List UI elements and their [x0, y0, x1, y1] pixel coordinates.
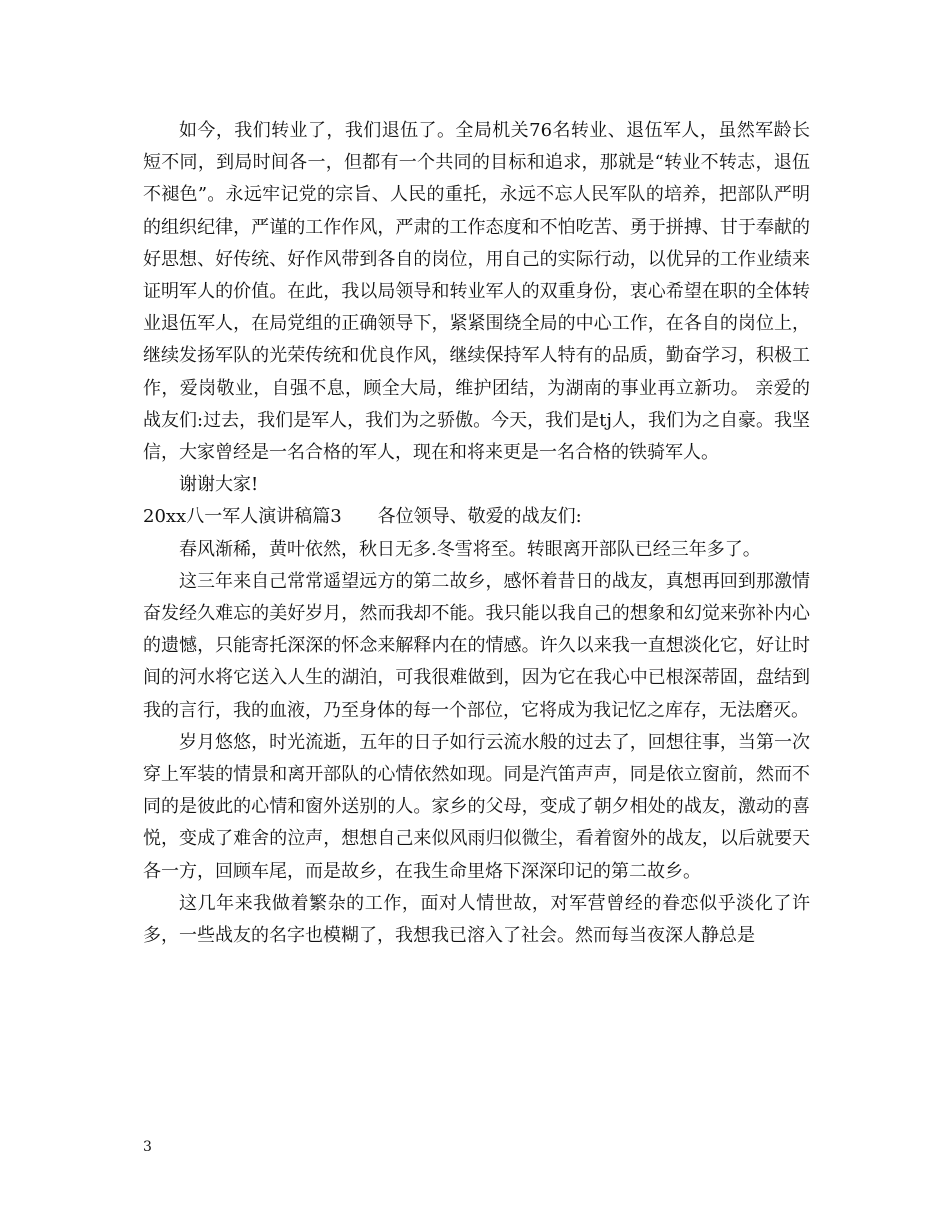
paragraph-3: 春风渐稀，黄叶依然，秋日无多.冬雪将至。转眼离开部队已经三年多了。	[179, 538, 761, 560]
paragraph-4: 这三年来自己常常遥望远方的第二故乡，感怀着昔日的战友，真想再回到那激情奋发经久难忘的美好岁月，然而我却不能。我只能以我自己的想象和幻觉来弥补内心的遗憾，只能寄托深深的怀念来解释内在的情感。许久以来我一直想淡化它，好让时间的河水将它送入人生的湖泊，可我很难做到，因为它在我心中已根深蒂固，盘结到我的言行，我的血液，乃至身体的每一个部位，它将成为我记忆之库存，无法磨灭。	[143, 570, 810, 721]
document-body	[143, 115, 810, 952]
paragraph-6: 这几年来我做着繁杂的工作，面对人情世故，对军营曾经的眷恋似乎淡化了许多，一些战友的名字也模糊了，我想我已溶入了社会。然而每当夜深人静总是	[143, 892, 810, 947]
paragraph-5: 岁月悠悠，时光流逝，五年的日子如行云流水般的过去了，回想往事，当第一次穿上军装的情景和离开部队的心情依然如现。同是汽笛声声，同是依立窗前，然而不同的是彼此的心情和窗外送别的人。家乡的父母，变成了朝夕相处的战友，激动的喜悦，变成了难舍的泣声，想想自己来似风雨归似微尘，看着窗外的战友，以后就要天各一方，回顾车尾，而是故乡，在我生命里烙下深深印记的第二故乡。	[143, 731, 810, 882]
paragraph-2: 谢谢大家!	[179, 474, 259, 496]
section-heading: 20xx八一军人演讲稿篇3 各位领导、敬爱的战友们:	[143, 506, 582, 528]
page-number: 3	[143, 1139, 152, 1155]
paragraph-1: 如今，我们转业了，我们退伍了。全局机关76名转业、退伍军人，虽然军龄长短不同，到局时间各一，但都有一个共同的目标和追求，那就是“转业不转志，退伍不褪色”。永远牢记党的宗旨、人民的重托，永远不忘人民军队的培养，把部队严明的组织纪律，严谨的工作作风，严肃的工作态度和不怕吃苦、勇于拼搏、甘于奉献的好思想、好传统、好作风带到各自的岗位，用自己的实际行动，以优异的工作业绩来证明军人的价值。在此，我以局领导和转业军人的双重身份，衷心希望在职的全体转业退伍军人，在局党组的正确领导下，紧紧围绕全局的中心工作，在各自的岗位上，继续发扬军队的光荣传统和优良作风，继续保持军人特有的品质，勤奋学习，积极工作，爱岗敬业，自强不息，顾全大局，维护团结，为湖南的事业再立新功。 亲爱的战友们:过去，我们是军人，我们为之骄傲。今天，我们是tj人，我们为之自豪。我坚信，大家曾经是一名合格的军人，现在和将来更是一名合格的铁骑军人。	[143, 120, 810, 464]
